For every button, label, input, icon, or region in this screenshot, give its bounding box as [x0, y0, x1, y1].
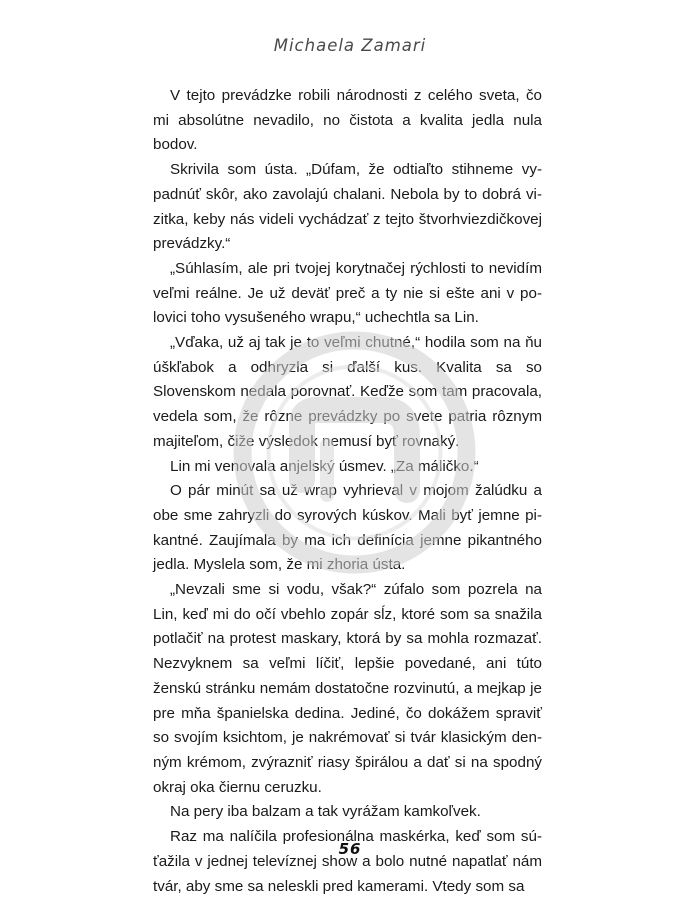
running-head-author: Michaela Zamari	[273, 36, 427, 55]
paragraph: „Nevzali sme si vodu, však?“ zúfalo som pozrela na Lin, keď mi do očí vbehlo zopár sĺz, ktoré som sa snažila potlačiť na protest maskary, ktorá by sa mohla rozmazať. Nezvyknem sa veľmi líčiť, lepšie povedané, ani túto ženskú stránku nemám dostatočne rozvinutú, a mejkap je pre mňa španielska dedina. Jediné, čo dokážem spraviť so svojím ksichtom, je nakrémovať si tvár klasickým denným krémom, zvýrazniť riasy špirálou a dať si na spodný okraj oka čiernu ceruzku.	[153, 581, 542, 796]
paragraph: Raz ma nalíčila profesionálna maskérka, keď som súťažila v jednej televíznej show a bolo nutné napatlať nám tvár, aby sme sa neleskli pred kamerami. Vtedy som sa	[153, 828, 542, 895]
page-number: 56	[338, 840, 362, 858]
paragraph: O pár minút sa už wrap vyhrieval v mojom žalúdku a obe sme zahryzli do syrových kúskov. Mali byť jemne pikantné. Zaujímala by ma ich definícia jemne pikantného jedla. Myslela som, že mi zhoria ústa.	[153, 482, 542, 574]
paragraph: Lin mi venovala anjelský úsmev. „Za máličko.“	[170, 457, 479, 475]
paragraph: Skrivila som ústa. „Dúfam, že odtiaľto stihneme vypadnúť skôr, ako zavolajú chalani. Nebola by to dobrá vizitka, keby nás videli vychádzať z tejto štvorhviezdičkovej prevádzky.“	[153, 161, 542, 253]
paragraph: Na pery iba balzam a tak vyrážam kamkoľvek.	[170, 803, 481, 821]
body-text	[153, 84, 542, 899]
paragraph: „Vďaka, už aj tak je to veľmi chutné,“ hodila som na ňu úškľabok a odhryzla si ďalší kus. Kvalita sa so Slovenskom nedala porovnať. Keďže som tam pracovala, vedela som, že rôzne prevádzky po svete patria rôznym majiteľom, čiže výsledok nemusí byť rovnaký.	[153, 334, 542, 450]
paragraph: V tejto prevádzke robili národnosti z celého sveta, čo mi absolútne nevadilo, no čistota a kvalita jedla nula bodov.	[153, 87, 542, 154]
paragraph: „Súhlasím, ale pri tvojej korytnačej rýchlosti to nevidím veľmi reálne. Je už deväť preč a ty nie si ešte ani v polovici toho vysušeného wrapu,“ uchechtla sa Lin.	[153, 259, 542, 327]
